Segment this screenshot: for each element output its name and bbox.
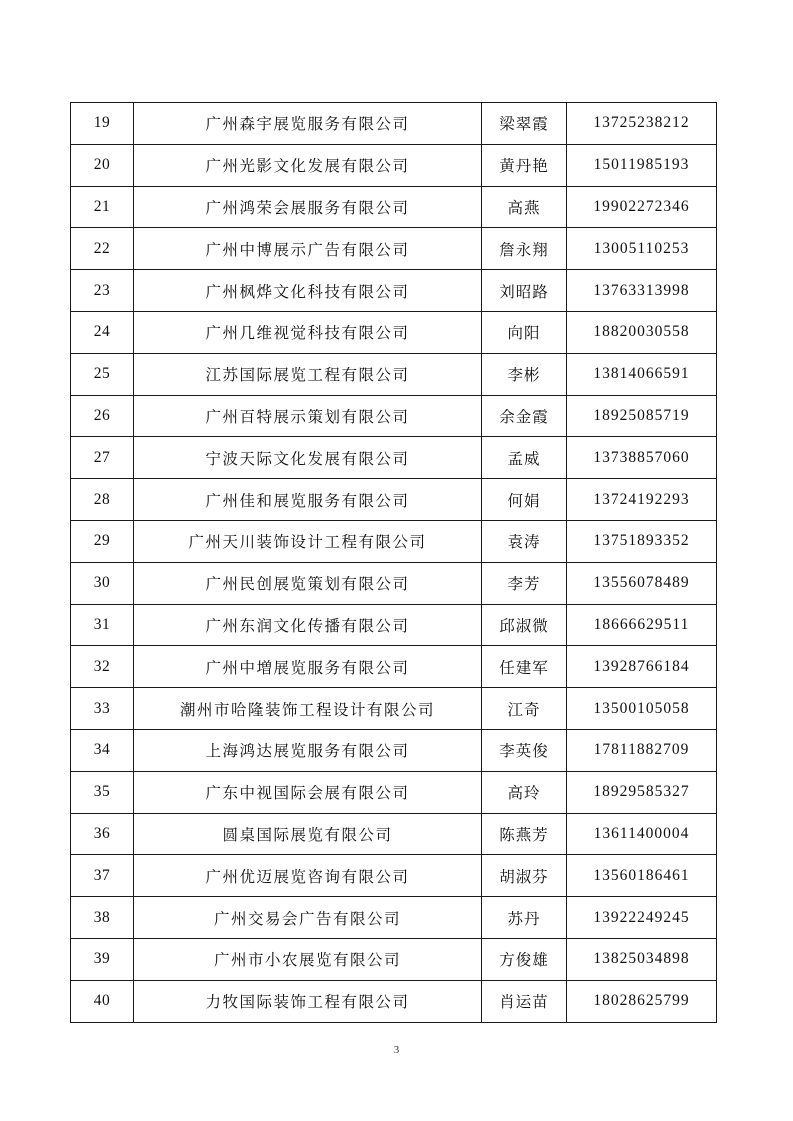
table-row [71,186,717,228]
table-row [71,228,717,270]
phone-number-cell: 13738857060 [567,437,717,479]
row-number-cell: 40 [71,980,134,1022]
company-name-cell: 力牧国际装饰工程有限公司 [134,980,482,1022]
contact-person-cell: 方俊雄 [482,938,567,980]
contact-person-cell: 黄丹艳 [482,144,567,186]
company-name-cell: 广州天川装饰设计工程有限公司 [134,520,482,562]
phone-number-cell: 13556078489 [567,562,717,604]
table-body [71,103,717,1023]
contact-person-cell: 李彬 [482,353,567,395]
phone-number-cell: 13928766184 [567,646,717,688]
company-name-cell: 广东中视国际会展有限公司 [134,771,482,813]
company-name-cell: 圆桌国际展览有限公司 [134,813,482,855]
contact-person-cell: 梁翠霞 [482,103,567,145]
company-name-cell: 广州市小农展览有限公司 [134,938,482,980]
row-number-cell: 34 [71,729,134,771]
company-name-cell: 潮州市哈隆装饰工程设计有限公司 [134,688,482,730]
contact-person-cell: 李芳 [482,562,567,604]
row-number-cell: 22 [71,228,134,270]
contact-person-cell: 向阳 [482,311,567,353]
row-number-cell: 38 [71,897,134,939]
company-name-cell: 广州光影文化发展有限公司 [134,144,482,186]
contact-person-cell: 何娟 [482,479,567,521]
table-row [71,144,717,186]
table-row [71,897,717,939]
row-number-cell: 23 [71,270,134,312]
phone-number-cell: 13751893352 [567,520,717,562]
contact-person-cell: 江奇 [482,688,567,730]
row-number-cell: 36 [71,813,134,855]
contact-person-cell: 苏丹 [482,897,567,939]
company-name-cell: 广州民创展览策划有限公司 [134,562,482,604]
company-name-cell: 广州鸿荣会展服务有限公司 [134,186,482,228]
phone-number-cell: 18666629511 [567,604,717,646]
company-name-cell: 广州森宇展览服务有限公司 [134,103,482,145]
table-row [71,688,717,730]
table-row [71,855,717,897]
company-name-cell: 广州佳和展览服务有限公司 [134,479,482,521]
contact-person-cell: 孟威 [482,437,567,479]
row-number-cell: 37 [71,855,134,897]
company-contact-table [70,102,717,1023]
contact-person-cell: 胡淑芬 [482,855,567,897]
phone-number-cell: 13611400004 [567,813,717,855]
company-name-cell: 广州优迈展览咨询有限公司 [134,855,482,897]
phone-number-cell: 18820030558 [567,311,717,353]
table-row [71,520,717,562]
table-row [71,103,717,145]
row-number-cell: 26 [71,395,134,437]
row-number-cell: 27 [71,437,134,479]
row-number-cell: 29 [71,520,134,562]
company-name-cell: 广州百特展示策划有限公司 [134,395,482,437]
phone-number-cell: 13005110253 [567,228,717,270]
phone-number-cell: 13763313998 [567,270,717,312]
company-name-cell: 广州交易会广告有限公司 [134,897,482,939]
company-name-cell: 上海鸿达展览服务有限公司 [134,729,482,771]
company-name-cell: 江苏国际展览工程有限公司 [134,353,482,395]
phone-number-cell: 13500105058 [567,688,717,730]
company-name-cell: 宁波天际文化发展有限公司 [134,437,482,479]
row-number-cell: 32 [71,646,134,688]
company-name-cell: 广州中増展览服务有限公司 [134,646,482,688]
table-row [71,729,717,771]
row-number-cell: 35 [71,771,134,813]
table-row [71,771,717,813]
phone-number-cell: 15011985193 [567,144,717,186]
row-number-cell: 19 [71,103,134,145]
table-row [71,311,717,353]
phone-number-cell: 17811882709 [567,729,717,771]
company-name-cell: 广州枫烨文化科技有限公司 [134,270,482,312]
phone-number-cell: 18929585327 [567,771,717,813]
row-number-cell: 28 [71,479,134,521]
row-number-cell: 33 [71,688,134,730]
contact-person-cell: 任建军 [482,646,567,688]
table-row [71,437,717,479]
contact-person-cell: 詹永翔 [482,228,567,270]
contact-person-cell: 陈燕芳 [482,813,567,855]
table-row [71,646,717,688]
contact-person-cell: 高玲 [482,771,567,813]
phone-number-cell: 18925085719 [567,395,717,437]
table-row [71,479,717,521]
row-number-cell: 21 [71,186,134,228]
company-name-cell: 广州几维视觉科技有限公司 [134,311,482,353]
phone-number-cell: 13825034898 [567,938,717,980]
phone-number-cell: 13725238212 [567,103,717,145]
table-row [71,270,717,312]
table-row [71,604,717,646]
row-number-cell: 24 [71,311,134,353]
phone-number-cell: 18028625799 [567,980,717,1022]
row-number-cell: 39 [71,938,134,980]
table-row [71,813,717,855]
row-number-cell: 30 [71,562,134,604]
contact-person-cell: 袁涛 [482,520,567,562]
row-number-cell: 20 [71,144,134,186]
phone-number-cell: 19902272346 [567,186,717,228]
table-row [71,353,717,395]
table-row [71,980,717,1022]
company-name-cell: 广州东润文化传播有限公司 [134,604,482,646]
contact-person-cell: 余金霞 [482,395,567,437]
phone-number-cell: 13560186461 [567,855,717,897]
table-row [71,938,717,980]
phone-number-cell: 13922249245 [567,897,717,939]
contact-person-cell: 肖运苗 [482,980,567,1022]
table-row [71,395,717,437]
contact-person-cell: 刘昭路 [482,270,567,312]
row-number-cell: 25 [71,353,134,395]
phone-number-cell: 13814066591 [567,353,717,395]
phone-number-cell: 13724192293 [567,479,717,521]
contact-person-cell: 李英俊 [482,729,567,771]
contact-person-cell: 邱淑微 [482,604,567,646]
page-number: 3 [393,1044,400,1056]
company-name-cell: 广州中博展示广告有限公司 [134,228,482,270]
table-row [71,562,717,604]
contact-person-cell: 高燕 [482,186,567,228]
row-number-cell: 31 [71,604,134,646]
